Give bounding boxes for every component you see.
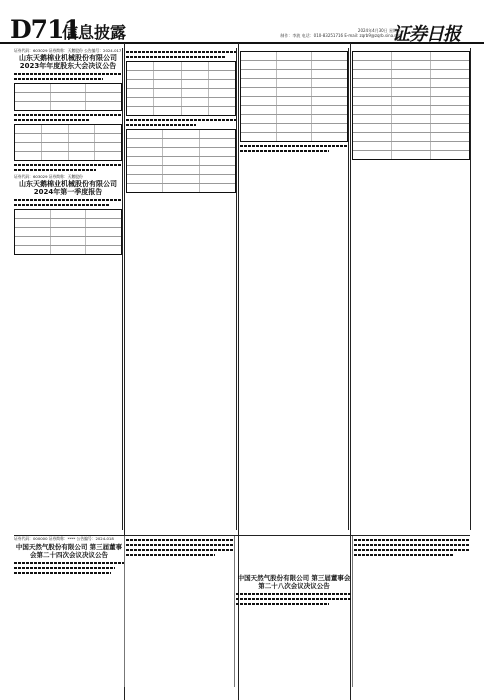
text-line bbox=[14, 73, 122, 75]
data-table bbox=[14, 209, 122, 255]
bottom-center-left-column bbox=[126, 536, 235, 687]
data-table bbox=[126, 129, 236, 193]
center-left-column bbox=[126, 48, 237, 530]
board-resolution-title: 中国天然气股份有限公司 第三届董事会第二十八次会议决议公告 bbox=[237, 574, 351, 590]
center-right-column bbox=[240, 48, 349, 530]
dateline bbox=[246, 28, 401, 38]
left-column bbox=[14, 48, 123, 530]
issue-date: 2024年4月30日 星期二 bbox=[357, 28, 401, 33]
stock-code-line: 证券代码：000000 证券简称：**** 公告编号：2024-018 bbox=[14, 536, 114, 541]
text-line bbox=[14, 78, 103, 80]
data-table bbox=[14, 83, 122, 111]
text-line bbox=[14, 119, 90, 121]
board-resolution-title: 中国天然气股份有限公司 第三届董事会第二十四次会议决议公告 bbox=[15, 543, 123, 559]
page-header bbox=[0, 0, 484, 44]
notice-title-annual-meeting: 山东天鹅棉业机械股份有限公司 2023年年度股东大会决议公告 bbox=[19, 54, 117, 70]
table-row bbox=[15, 93, 121, 102]
data-table bbox=[240, 51, 348, 142]
notice-title-quarterly-report: 山东天鹅棉业机械股份有限公司 2024年第一季度报告 bbox=[19, 180, 117, 196]
data-table bbox=[352, 51, 470, 160]
stock-code-line: 证券代码：603029 证券简称：天鹅股份 公告编号：2024-017 bbox=[14, 48, 122, 53]
data-table bbox=[126, 61, 236, 116]
bottom-center-column bbox=[236, 536, 353, 687]
newspaper-masthead: 证券日报 bbox=[392, 24, 460, 45]
right-column bbox=[352, 48, 471, 530]
data-table bbox=[14, 124, 122, 161]
stock-code-line: 证券代码：603029 证券简称：天鹅股份 bbox=[14, 174, 83, 179]
bottom-left-column bbox=[14, 536, 125, 687]
editor-contact: 制作：李波 电话：010-83251716 E-mail: zqrb9@zqrb.sina.net bbox=[280, 33, 401, 38]
table-row bbox=[15, 102, 121, 110]
section-title: 信息披露 bbox=[62, 23, 127, 42]
bottom-right-column bbox=[354, 536, 470, 687]
table-row bbox=[15, 84, 121, 93]
bottom-notices bbox=[14, 535, 470, 687]
page-number: D711 bbox=[10, 15, 80, 44]
text-line bbox=[14, 114, 122, 116]
